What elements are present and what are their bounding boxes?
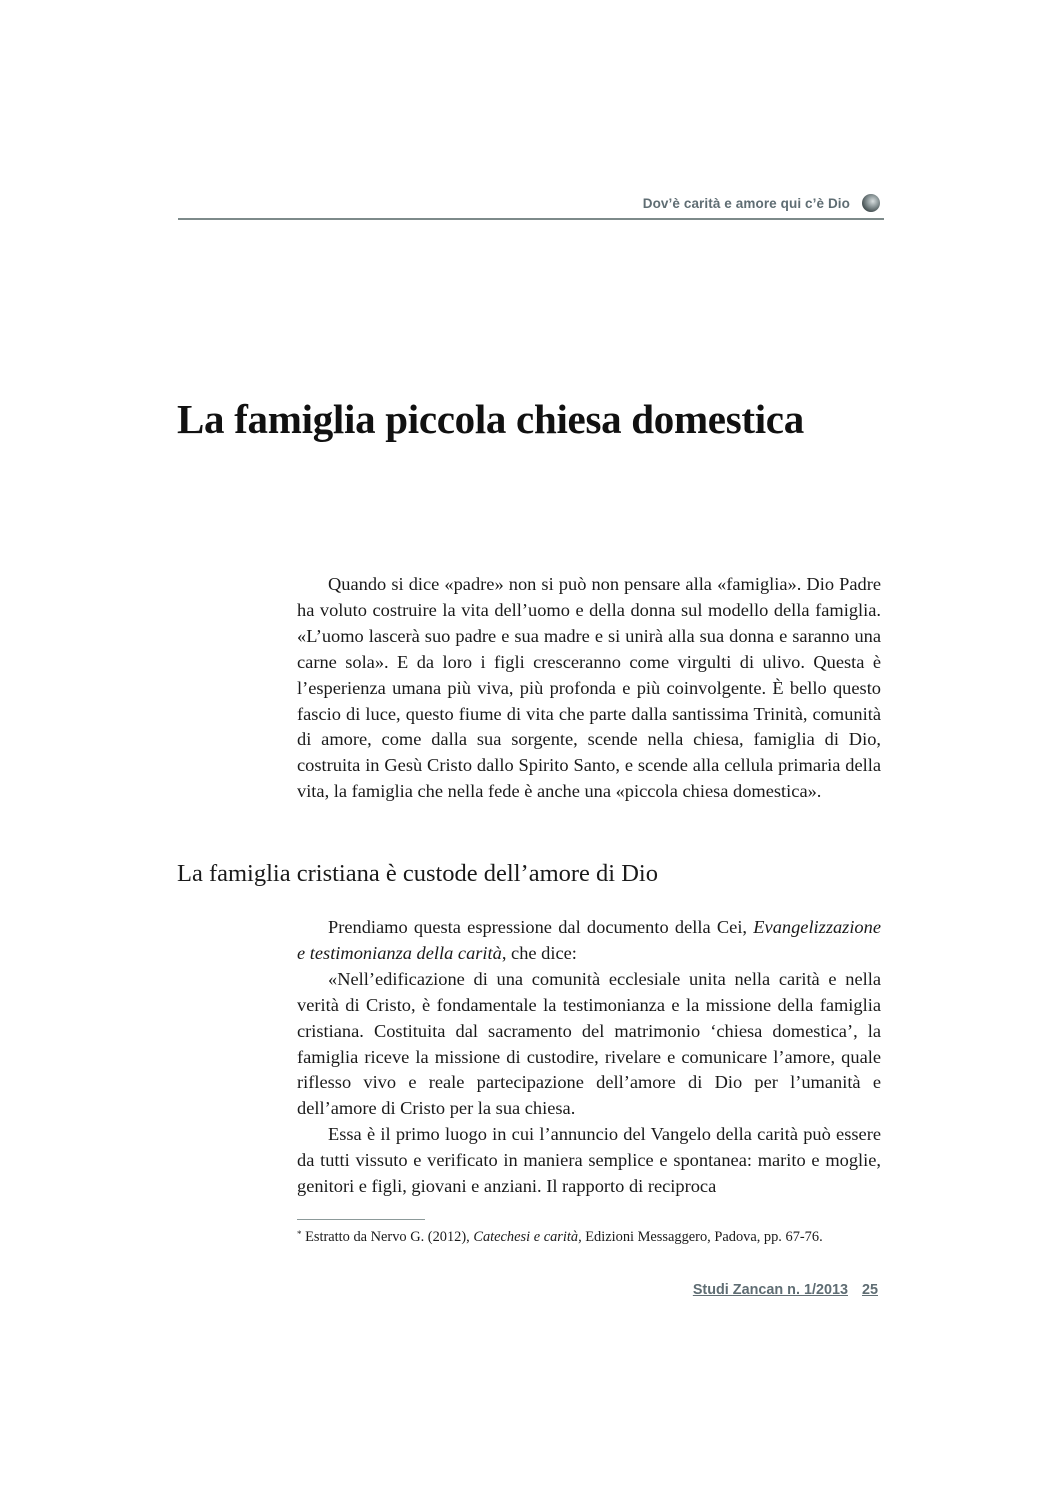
footnote-book-title: Catechesi e carità, [473, 1229, 582, 1245]
intro-paragraph: Quando si dice «padre» non si può non pensare alla «famiglia». Dio Padre ha voluto costruire la vita dell’uomo e della donna sul modello della famiglia. «L’uomo lascerà suo padre e sua madre e si unirà alla sua donna e saranno una carne sola». E da loro i figli cresceranno come virgulti di ulivo. Questa è l’esperienza umana più viva, più profonda e più coinvolgente. È bello questo fascio di luce, questo fiume di vita che parte dalla santissima Trinità, comunità di amore, come dalla sua sorgente, scende nella chiesa, famiglia di Dio, costruita in Gesù Cristo dallo Spirito Santo, e scende alla cellula primaria della vita, la famiglia che nella fede è anche una «piccola chiesa domestica». [297, 574, 881, 802]
section-paragraph-2: «Nell’edificazione di una comunità ecclesiale unita nella carità e nella verità di Cristo, è fondamentale la testimonianza e la missione della famiglia cristiana. Costituita dal sacramento del matrimonio ‘chiesa domestica’, la famiglia riceve la missione di custodire, rivelare e comunicare l’amore, quale riflesso vivo e reale partecipazione dell’amore di Dio per l’umanità e dell’amore di Cristo per la sua chiesa. [297, 968, 881, 1119]
intro-section [297, 572, 881, 805]
section-paragraph-3: Essa è il primo luogo in cui l’annuncio del Vangelo della carità può essere da tutti vissuto e verificato in maniera semplice e spontanea: marito e moglie, genitori e figli, giovani e anziani. Il rapporto di reciproca [297, 1124, 881, 1197]
running-footer [693, 1282, 878, 1298]
section-heading: La famiglia cristiana è custode dell’amore di Dio [177, 860, 658, 887]
section-paragraph-1 [297, 915, 881, 967]
footnote-text-after: Edizioni Messaggero, Padova, pp. 67-76. [581, 1229, 823, 1245]
section-body [297, 915, 881, 1200]
footnote [297, 1224, 887, 1247]
footnote-text-before: Estratto da Nervo G. (2012), [301, 1229, 474, 1245]
running-title: Dov’è carità e amore qui c’è Dio [642, 196, 850, 211]
running-header [178, 190, 884, 220]
p1-text-before: Prendiamo questa espressione dal documento della Cei, [328, 917, 754, 937]
journal-name: Studi Zancan n. 1/2013 [692, 1282, 848, 1298]
footnote-rule [297, 1219, 425, 1220]
p1-text-after: , che dice: [501, 942, 577, 963]
sphere-bullet-icon [862, 194, 880, 212]
page-number: 25 [861, 1282, 878, 1298]
document-title-italic: Evangelizzazione e testimonianza della carità [297, 917, 881, 963]
footnote-marker: * [297, 1229, 302, 1239]
header-rule [178, 218, 884, 220]
article-title: La famiglia piccola chiesa domestica [177, 396, 804, 442]
